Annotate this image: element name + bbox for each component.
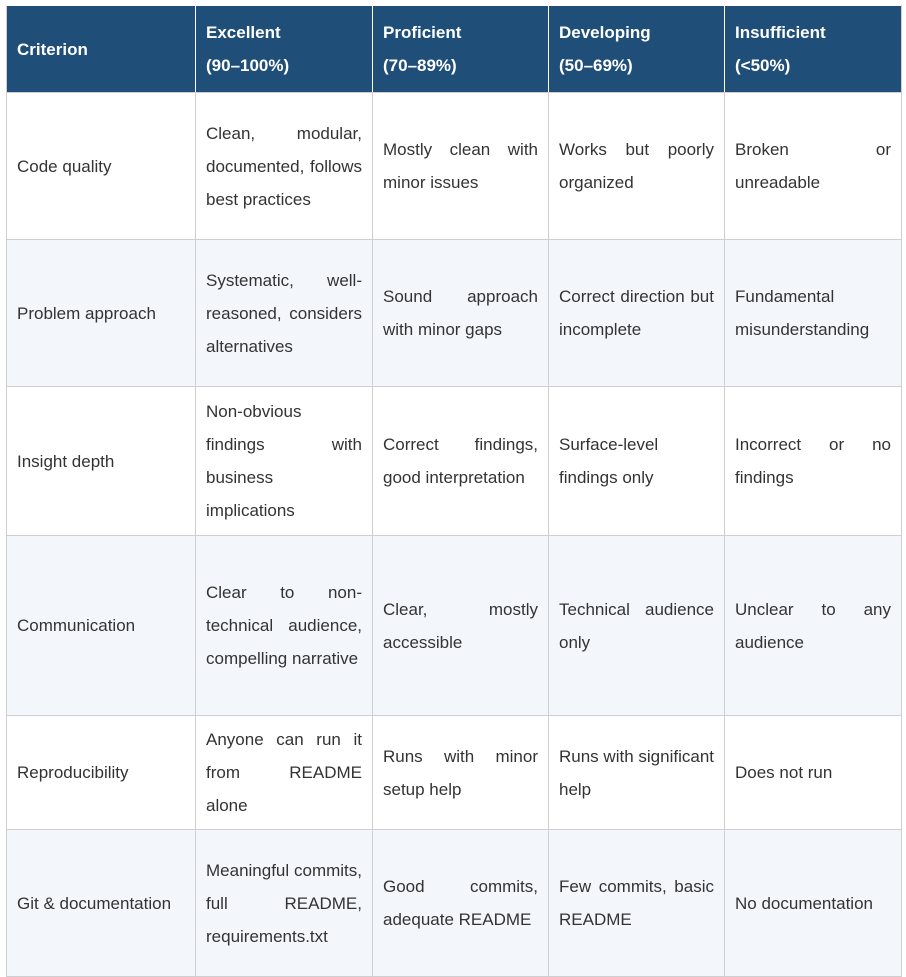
criterion-cell: Reproducibility	[7, 716, 196, 830]
header-insufficient-name: Insufficient	[735, 23, 826, 42]
criterion-cell: Communication	[7, 536, 196, 716]
insufficient-cell: No documentation	[725, 830, 902, 977]
insufficient-cell: Fundamental misunderstanding	[725, 240, 902, 387]
header-proficient-name: Proficient	[383, 23, 462, 42]
insufficient-cell: Broken or unreadable	[725, 93, 902, 240]
table-row-code-quality	[7, 93, 902, 240]
table-row-git-documentation	[7, 830, 902, 977]
header-criterion: Criterion	[7, 6, 196, 93]
criterion-cell: Problem approach	[7, 240, 196, 387]
table-row-reproducibility	[7, 716, 902, 830]
proficient-cell: Correct findings, good interpretation	[373, 387, 549, 536]
developing-cell: Runs with significant help	[549, 716, 725, 830]
proficient-cell: Good commits, adequate README	[373, 830, 549, 977]
insufficient-cell: Does not run	[725, 716, 902, 830]
proficient-cell: Mostly clean with minor issues	[373, 93, 549, 240]
header-excellent	[196, 6, 373, 93]
excellent-cell: Meaningful commits, full README, requirements.txt	[196, 830, 373, 977]
header-developing	[549, 6, 725, 93]
proficient-cell: Sound approach with minor gaps	[373, 240, 549, 387]
criterion-cell: Code quality	[7, 93, 196, 240]
header-developing-name: Developing	[559, 23, 651, 42]
developing-cell: Few commits, basic README	[549, 830, 725, 977]
developing-cell: Surface-level findings only	[549, 387, 725, 536]
insufficient-cell: Incorrect or no findings	[725, 387, 902, 536]
table-row-problem-approach	[7, 240, 902, 387]
table-row-communication	[7, 536, 902, 716]
header-insufficient	[725, 6, 902, 93]
proficient-cell: Runs with minor setup help	[373, 716, 549, 830]
criterion-cell: Git & documentation	[7, 830, 196, 977]
rubric-body	[7, 93, 902, 977]
excellent-cell: Clean, modular, documented, follows best practices	[196, 93, 373, 240]
excellent-cell: Anyone can run it from README alone	[196, 716, 373, 830]
header-proficient-range: (70–89%)	[383, 56, 457, 75]
excellent-cell: Systematic, well-reasoned, considers alternatives	[196, 240, 373, 387]
header-proficient	[373, 6, 549, 93]
developing-cell: Correct direction but incomplete	[549, 240, 725, 387]
grading-rubric-table	[6, 5, 902, 977]
header-excellent-range: (90–100%)	[206, 56, 290, 75]
header-excellent-name: Excellent	[206, 23, 281, 42]
developing-cell: Technical audience only	[549, 536, 725, 716]
excellent-cell: Clear to non-technical audience, compelling narrative	[196, 536, 373, 716]
proficient-cell: Clear, mostly accessible	[373, 536, 549, 716]
insufficient-cell: Unclear to any audience	[725, 536, 902, 716]
header-developing-range: (50–69%)	[559, 56, 633, 75]
header-row	[7, 6, 902, 93]
developing-cell: Works but poorly organized	[549, 93, 725, 240]
header-insufficient-range: (<50%)	[735, 56, 791, 75]
excellent-cell: Non-obvious findings with business implications	[196, 387, 373, 536]
criterion-cell: Insight depth	[7, 387, 196, 536]
table-row-insight-depth	[7, 387, 902, 536]
rubric-header	[7, 6, 902, 93]
